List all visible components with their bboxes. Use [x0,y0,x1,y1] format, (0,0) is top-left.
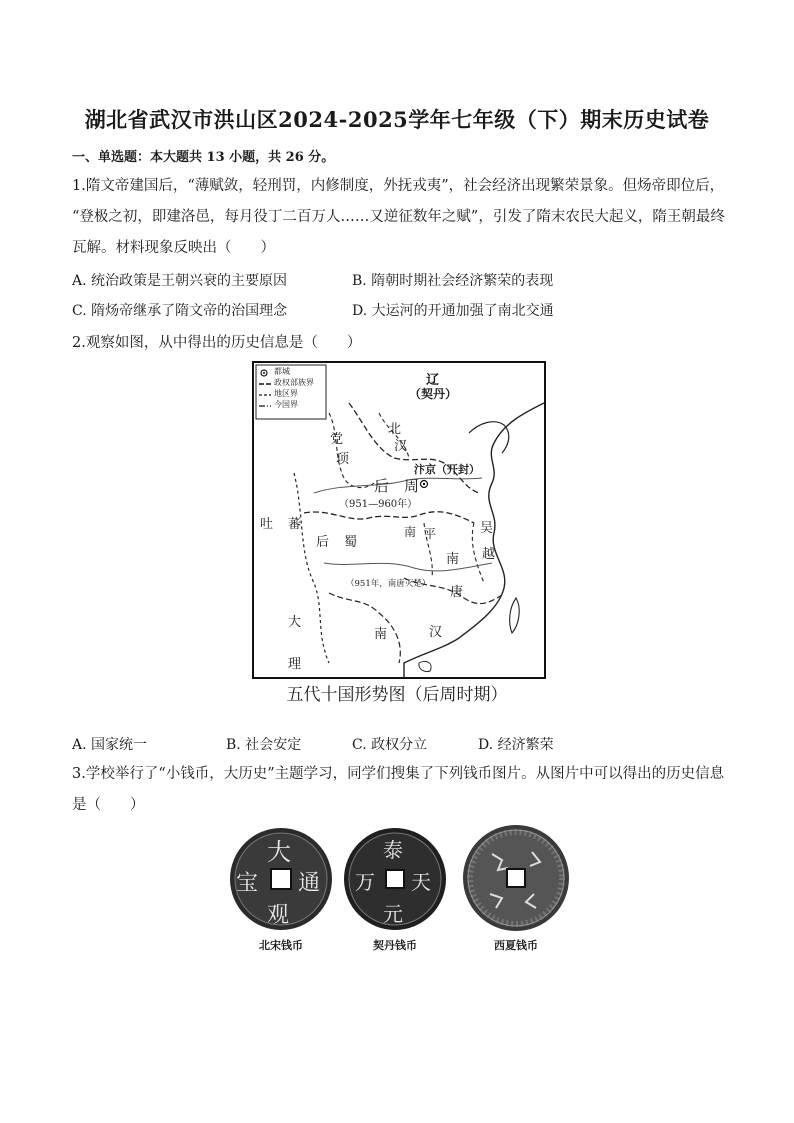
map-label-houshu-1: 后 [316,535,330,550]
legend-regime-border: 政权部族界 [274,378,314,387]
map-label-nantang-1: 南 [446,552,460,567]
section-heading: 一、单选题：本大题共 13 小题，共 26 分。 [72,150,335,165]
q2-option-b[interactable]: B. 社会安定 [226,737,302,753]
legend-modern-border: 今国界 [274,400,298,409]
q2-option-d[interactable]: D. 经济繁荣 [478,737,554,753]
map-label-years: （951—960年） [339,499,418,510]
q1-line-3: 瓦解。材料现象反映出（ ） [72,240,275,256]
map-label-nanhan-2: 汉 [429,625,443,640]
q2-option-a[interactable]: A. 国家统一 [72,737,148,753]
map-label-dangxiang-2: 项 [336,452,350,467]
q1-option-d[interactable]: D. 大运河的开通加强了南北交通 [352,303,554,319]
map-label-tubo-1: 吐 [260,517,274,532]
coin-northern-song [228,826,334,932]
q3-line-2: 是（ ） [72,797,145,813]
map-label-houzhou-2: 周 [404,477,420,495]
legend-region-border: 地区界 [274,389,298,398]
map-label-wuyue-1: 吴 [480,521,494,536]
map-label-nanping-1: 南 [404,525,417,539]
coin1-char-top: 大 [267,838,291,866]
coin-khitan [342,826,448,932]
coin-western-xia [462,824,570,932]
map-legend [274,366,314,410]
coin1-char-right: 通 [298,871,321,896]
q1-option-b[interactable]: B. 隋朝时期社会经济繁荣的表现 [352,273,554,289]
map-label-tubo-2: 蕃 [288,517,302,532]
coin1-char-bottom: 观 [267,903,290,928]
map-label-nanping-2: 平 [424,527,437,541]
coin2-char-left: 万 [355,870,375,894]
map-label-dangxiang-1: 党 [330,432,344,447]
q1-option-a[interactable]: A. 统治政策是王朝兴衰的主要原因 [72,273,288,289]
map-label-houshu-2: 蜀 [344,535,358,550]
map-label-dali-1: 大 [288,615,302,630]
q2-option-c[interactable]: C. 政权分立 [352,737,428,753]
coin2-char-top: 泰 [383,838,403,862]
coin2-char-bottom: 元 [383,902,403,926]
map-label-chu-note: （951年，南唐灭楚） [346,579,431,589]
coin2-char-right: 天 [411,870,431,894]
map-label-wuyue-2: 越 [482,547,496,562]
legend-capital: 都城 [274,367,290,376]
question-1 [72,171,732,264]
q2-stem: 2.观察如图，从中得出的历史信息是（ ） [72,335,362,351]
map-label-dali-2: 理 [288,657,302,672]
map-caption: 五代十国形势图（后周时期） [286,685,508,705]
q3-line-1: 3.学校举行了“小钱币，大历史”主题学习，同学们搜集了下列钱币图片。从图片中可以得出的历史信息 [72,766,725,782]
q1-line-2: “登极之初，即建洛邑，每月役丁二百万人……又逆征数年之赋”，引发了隋末农民大起义，隋王朝最终 [72,209,725,225]
map-label-khitan: （契丹） [409,387,458,401]
map-label-beihan-1: 北 [388,422,402,437]
five-dynasties-map [252,361,546,679]
map-label-beihan-2: 汉 [394,439,408,454]
coin2-label: 契丹钱币 [373,939,417,952]
q1-line-1: 1.隋文帝建国后，“薄赋敛，轻刑罚，内修制度，外抚戎夷”，社会经济出现繁荣景象。但炀帝即位后， [72,178,725,194]
coin1-label: 北宋钱币 [259,939,303,952]
page-title: 湖北省武汉市洪山区2024-2025学年七年级（下）期末历史试卷 [84,107,710,132]
map-label-houzhou-1: 后 [374,477,390,495]
q1-option-c[interactable]: C. 隋炀帝继承了隋文帝的治国理念 [72,303,288,319]
map-label-nantang-2: 唐 [450,585,464,600]
question-3 [72,759,732,821]
map-label-capital: 汴京（开封） [414,463,480,476]
map-label-liao: 辽 [426,373,440,388]
coin3-label: 西夏钱币 [494,939,538,952]
coin1-char-left: 宝 [236,871,259,896]
map-label-nanhan-1: 南 [374,627,388,642]
